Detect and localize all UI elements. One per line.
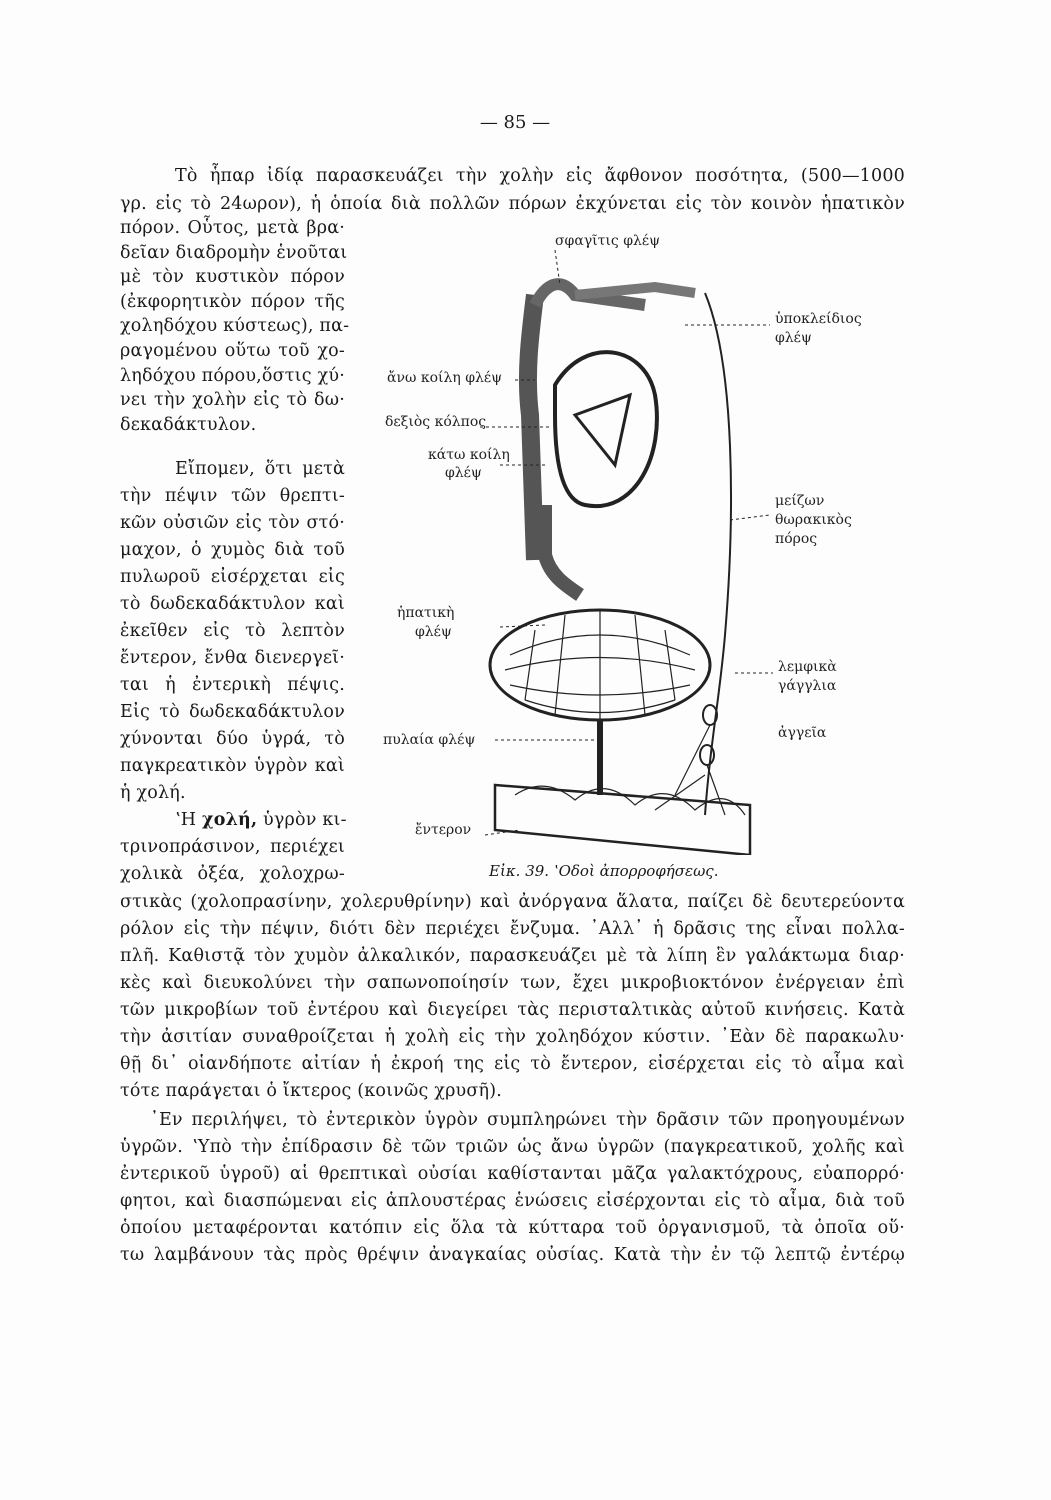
label-lymph-nodes: λεμφικὰ: [778, 659, 837, 675]
text-line: ὁποίου μεταφέρονται κατόπιν εἰς ὅλα τὰ κύτταρα τοῦ ὀργανισμοῦ, τὰ ὁποῖα οὕ·: [120, 1218, 905, 1238]
text-line: κῶν οὐσιῶν εἰς τὸν στό·: [120, 513, 345, 533]
lymph-node: [700, 745, 714, 765]
text-line: τὸ δωδεκαδάκτυλον καὶ: [120, 594, 345, 614]
label-inferior-vena-cava-2: φλέψ: [445, 465, 482, 481]
text-line: πυλωροῦ εἰσέρχεται εἰς: [120, 567, 345, 587]
label-hepatic-vein-2: φλέψ: [415, 624, 452, 640]
text-line: θῇ δι᾿ οἱανδήποτε αἰτίαν ἡ ἐκροή της εἰς τὸ ἔντερον, εἰσέρχεται εἰς τὸ αἷμα καὶ: [120, 1054, 905, 1074]
text-line: ραγομένου οὕτω τοῦ χο-: [120, 341, 345, 361]
text-line: μὲ τὸν κυστικὸν πόρον: [120, 267, 345, 287]
figure-caption: Εἰκ. 39. ʽΟδοὶ ἀπορροφήσεως.: [489, 862, 719, 880]
text-line: Τὸ ἧπαρ ἰδίᾳ παρασκευάζει τὴν χολὴν εἰς ἄφθονον ποσότητα, (500—1000: [175, 166, 905, 186]
page-number: — 85 —: [479, 112, 551, 133]
label-vessels: ἀγγεῖα: [778, 725, 827, 741]
label-right-atrium: δεξιὸς κόλπος: [385, 414, 487, 430]
text-line: ὑγρῶν. ʽΥπὸ τὴν ἐπίδρασιν δὲ τῶν τριῶν ὡς ἄνω ὑγρῶν (παγκρεατικοῦ, χολῆς καὶ: [120, 1137, 905, 1157]
label-jugular-vein: σφαγῖτις φλέψ: [555, 233, 661, 249]
text-line: δεκαδάκτυλον.: [120, 415, 257, 435]
label-lymph-nodes-2: γάγγλια: [778, 678, 837, 694]
text-line: Εἴπομεν, ὅτι μετὰ: [175, 459, 345, 479]
label-portal-vein: πυλαία φλέψ: [383, 732, 476, 748]
text-line: μαχον, ὁ χυμὸς διὰ τοῦ: [120, 540, 345, 560]
text-line: τὴν πέψιν τῶν θρεπτι-: [120, 486, 345, 506]
text-line: πόρον. Οὗτος, μετὰ βρα·: [120, 218, 345, 238]
label-inferior-vena-cava: κάτω κοίλη: [428, 447, 510, 463]
text-line: ἐντερικοῦ ὑγροῦ) αἱ θρεπτικαὶ οὐσίαι καθίστανται μᾶζα γαλακτόχρους, εὐαπορρό·: [120, 1164, 905, 1184]
text-line: στικὰς (χολοπρασίνην, χολερυθρίνην) καὶ ἀνόργανα ἅλατα, παίζει δὲ δευτερεύοντα: [120, 892, 905, 912]
text-line: φητοι, καὶ διασπώμεναι εἰς ἁπλουστέρας ἑνώσεις εἰσέρχονται εἰς τὸ αἷμα, διὰ τοῦ: [120, 1191, 905, 1211]
text-line: ρόλον εἰς τὴν πέψιν, διότι δὲν περιέχει ἔνζυμα. ᾿Αλλ᾿ ἡ δρᾶσις της εἶναι πολλα-: [120, 919, 905, 939]
text-line: (ἐκφορητικὸν πόρον τῆς: [120, 292, 345, 312]
text-line: νει τὴν χολὴν εἰς τὸ δω·: [120, 390, 345, 410]
heart: [555, 352, 657, 506]
inferior-vena-cava: [545, 505, 580, 595]
label-thoracic-duct-3: πόρος: [775, 531, 818, 547]
text-line: χύνονται δύο ὑγρά, τὸ: [120, 729, 345, 749]
text-line: χολικὰ ὀξέα, χολοχρω-: [120, 864, 345, 884]
text-line: ʽΗ χολή, ὑγρὸν κι-: [175, 810, 347, 830]
thoracic-duct: [705, 293, 731, 815]
label-thoracic-duct-2: θωρακικὸς: [775, 512, 852, 528]
label-superior-vena-cava: ἄνω κοίλη φλέψ: [387, 370, 503, 386]
label-thoracic-duct: μείζων: [775, 493, 825, 509]
text-line: ἡ χολή.: [120, 783, 186, 803]
text-line: τότε παράγεται ὁ ἴκτερος (κοινῶς χρυσῆ).: [120, 1081, 503, 1101]
text-line: τω λαμβάνουν τὰς πρὸς θρέψιν ἀναγκαίας οὐσίας. Κατὰ τὴν ἐν τῷ λεπτῷ ἐντέρῳ: [120, 1245, 905, 1265]
subclavian-vein: [575, 287, 695, 295]
label-subclavian-vein-2: φλέψ: [775, 330, 812, 346]
heart-chamber: [575, 395, 630, 465]
text-line: χοληδόχου κύστεως), πα-: [120, 316, 350, 336]
label-intestine: ἔντερον: [415, 822, 472, 838]
text-line: δεῖαν διαδρομὴν ἑνοῦται: [120, 243, 348, 263]
text-line: πλῆ. Καθιστᾷ τὸν χυμὸν ἀλκαλικόν, παρασκευάζει μὲ τὰ λίπη ἓν γαλάκτωμα διαρ·: [120, 946, 905, 966]
text-line: τρινοπράσινον, περιέχει: [120, 837, 345, 857]
text-line: ἐκεῖθεν εἰς τὸ λεπτὸν: [120, 621, 345, 641]
text-line: κὲς καὶ διευκολύνει τὴν σαπωνοποίησίν των, ἔχει μικροβιοκτόνον ἐνέργειαν ἐπὶ: [120, 973, 905, 993]
text-line: ἔντερον, ἔνθα διενεργεῖ·: [120, 648, 345, 668]
label-subclavian-vein: ὑποκλείδιος: [775, 311, 862, 327]
text-line: τῶν μικροβίων τοῦ ἐντέρου καὶ διεγείρει τὰς περισταλτικὰς αὐτοῦ κινήσεις. Κατὰ: [120, 1000, 905, 1020]
text-line: Εἰς τὸ δωδεκαδάκτυλον: [120, 702, 345, 722]
text-line: ται ἡ ἐντερικὴ πέψις.: [120, 675, 345, 695]
text-line: ληδόχου πόρου,ὅστις χύ·: [120, 366, 345, 386]
text-line: παγκρεατικὸν ὑγρὸν καὶ: [120, 756, 345, 776]
text-line: ᾿Εν περιλήψει, τὸ ἐντερικὸν ὑγρὸν συμπληρώνει τὴν δρᾶσιν τῶν προηγουμένων: [150, 1110, 905, 1130]
text-line: γρ. εἰς τὸ 24ωρον), ἡ ὁποία διὰ πολλῶν πόρων ἐκχύνεται εἰς τὸν κοινὸν ἡπατικὸν: [120, 194, 905, 214]
text-line: τὴν ἀσιτίαν συναθροίζεται ἡ χολὴ εἰς τὴν χοληδόχον κύστιν. ᾿Εὰν δὲ παρακωλυ·: [120, 1027, 905, 1047]
label-hepatic-vein: ἡπατικὴ: [397, 605, 455, 621]
